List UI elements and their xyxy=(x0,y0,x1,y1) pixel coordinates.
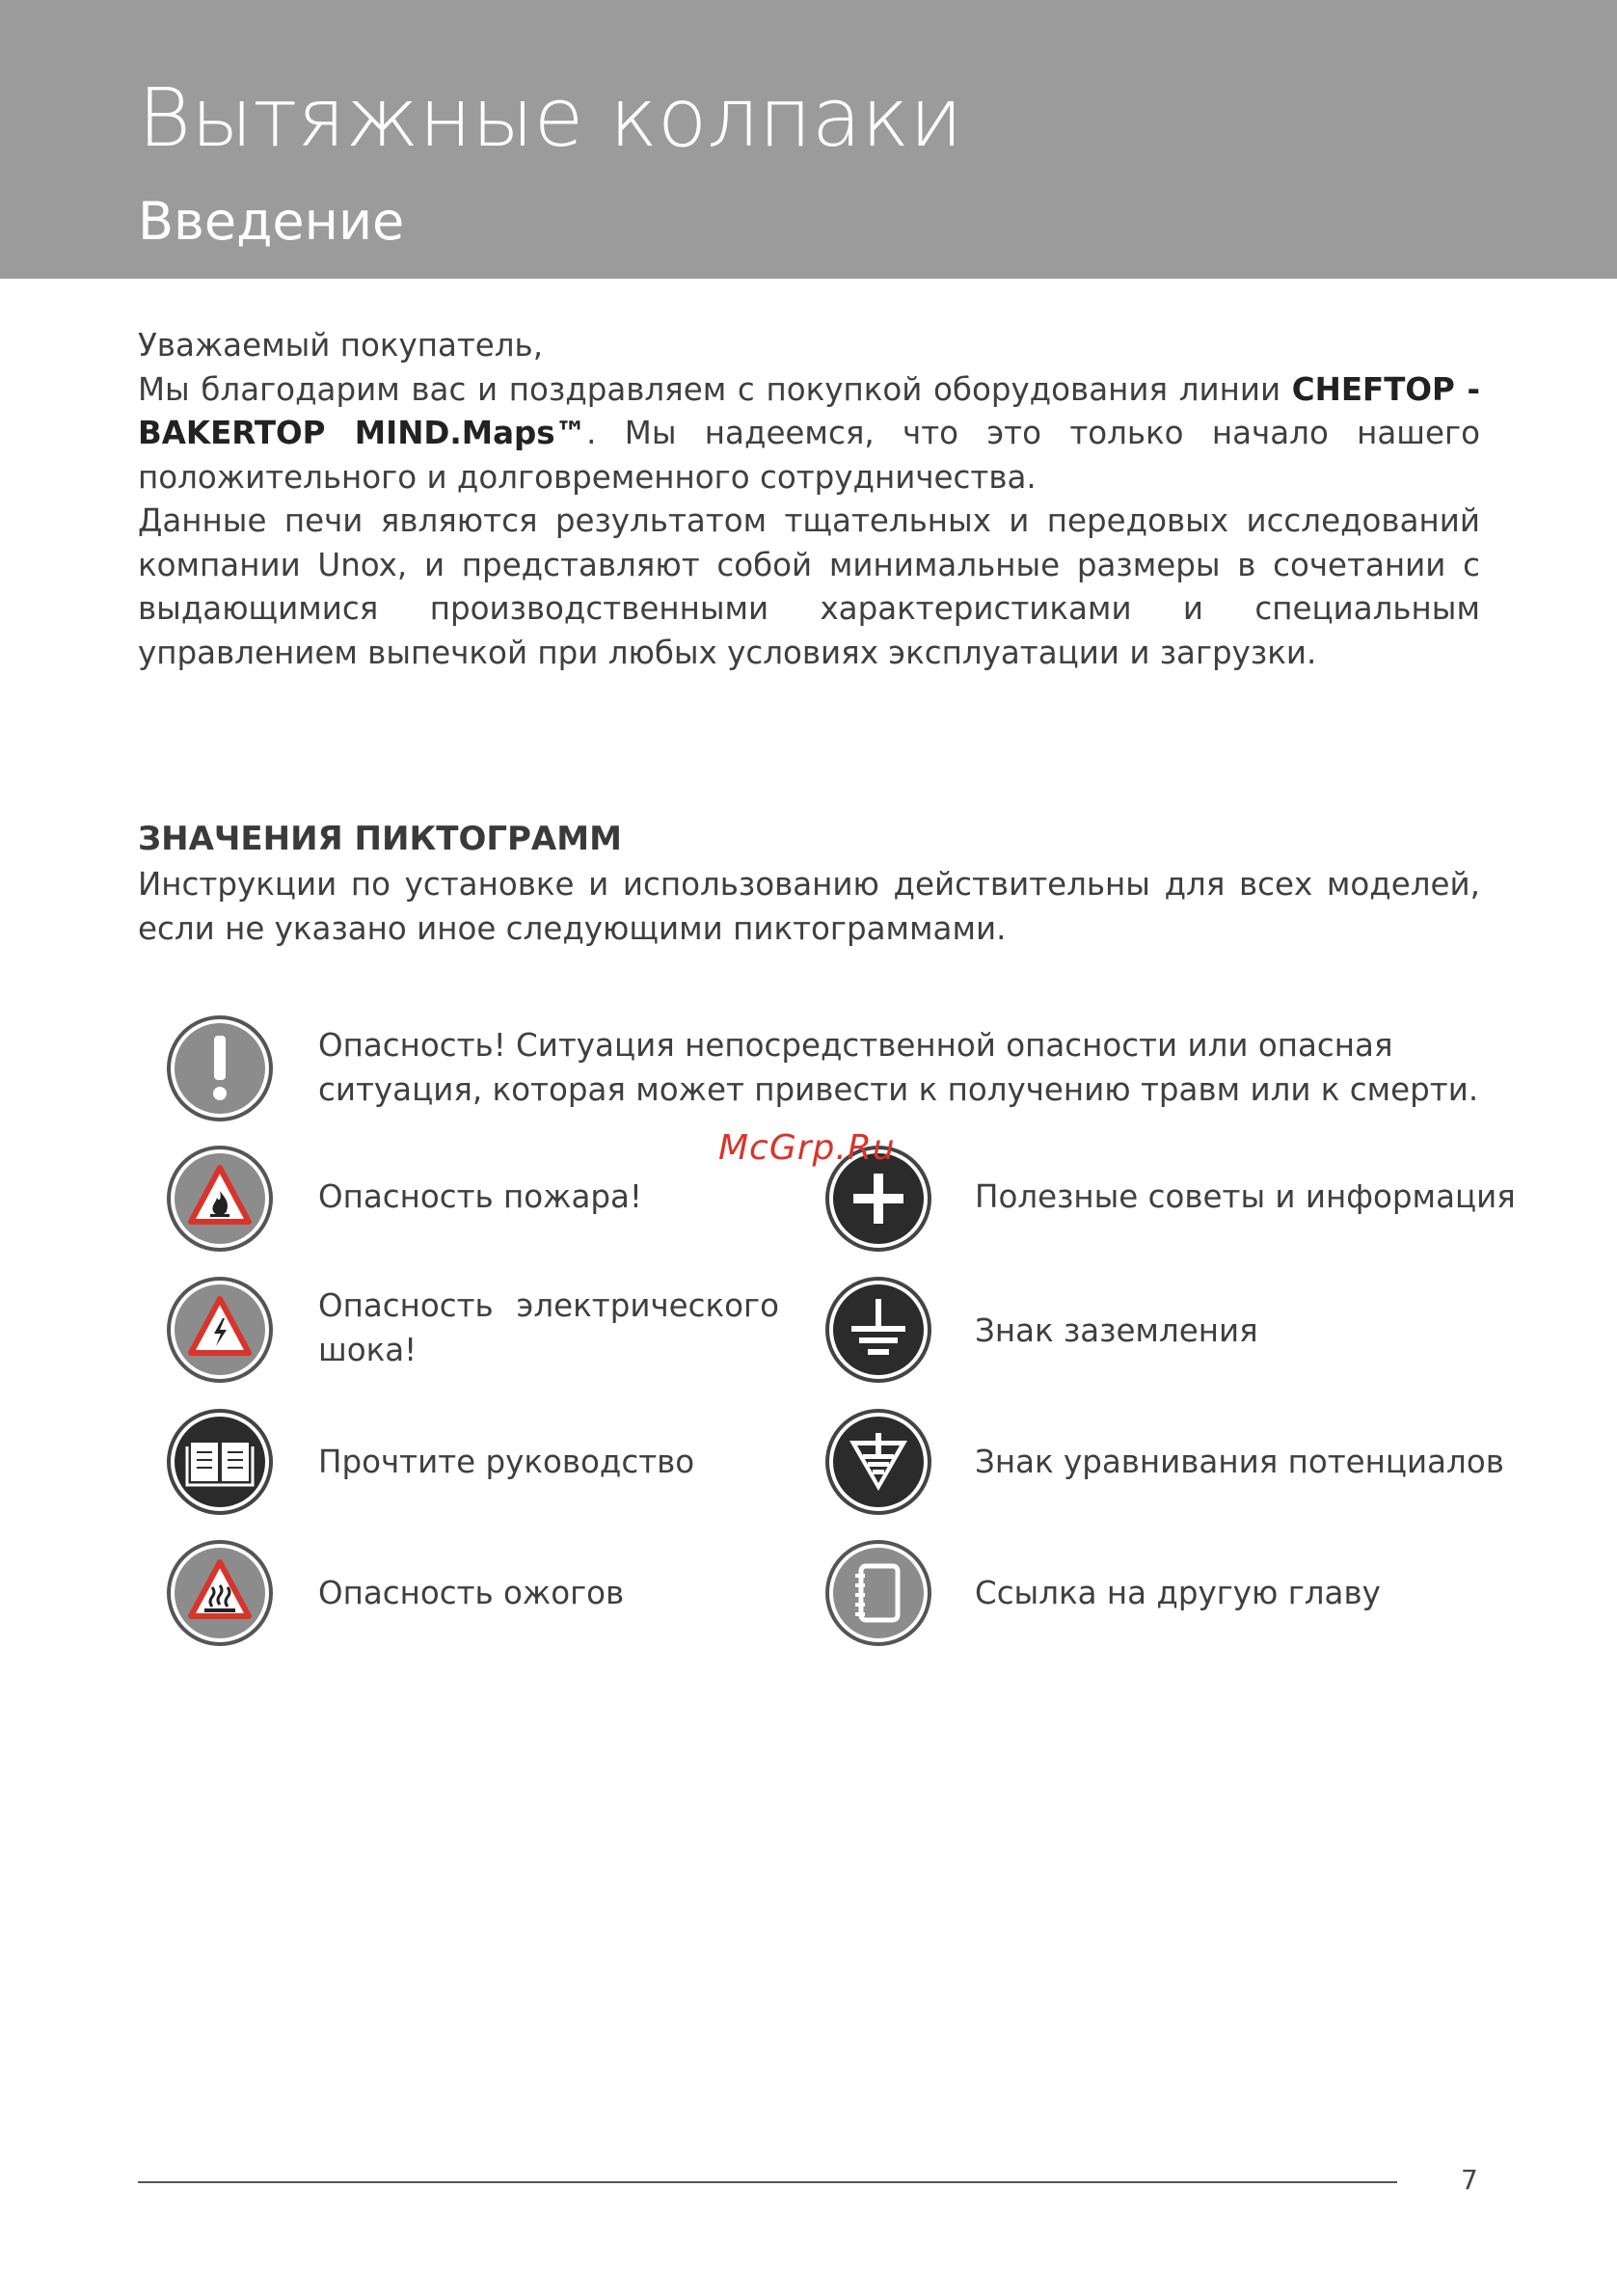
book-icon xyxy=(166,1408,274,1516)
ground-label: Знак заземления xyxy=(975,1312,1258,1349)
intro-paragraph-2: Данные печи являются результатом тщательных и передовых исследований компании Unox, и представляют собой минимальные размеры в сочетании с выдающимися производственными характеристиками и специальным управлением выпечкой при любых условиях эксплуатации и загрузки. xyxy=(138,502,1480,671)
ground-icon xyxy=(824,1276,932,1384)
hot-surface-icon xyxy=(166,1539,274,1647)
notebook-icon xyxy=(824,1539,932,1647)
brand-name: CHEFTOP - BAKERTOP MIND.Maps™ xyxy=(138,370,1480,451)
fire-hazard-icon xyxy=(166,1145,274,1253)
burn-label: Опасность ожогов xyxy=(318,1575,625,1611)
watermark: McGrp.Ru xyxy=(718,1128,896,1168)
tips-label: Полезные советы и информация xyxy=(975,1178,1516,1215)
electric-shock-icon xyxy=(166,1276,274,1384)
equipotential-icon xyxy=(824,1408,932,1516)
footer-divider xyxy=(138,2181,1397,2183)
page-subtitle: Введение xyxy=(138,191,405,252)
page-number: 7 xyxy=(1461,2164,1478,2196)
intro-paragraph-1 xyxy=(138,368,1480,500)
danger-label: Опасность! Ситуация непосредственной опасности или опасная ситуация, которая может привести к получению травм или к смерти. xyxy=(318,1027,1479,1108)
section-description: Инструкции по установке и использованию действительны для всех моделей, если не указано иное следующими пиктограммами. xyxy=(138,866,1480,947)
intro-p1-end: . Мы надеемся, что это только начало нашего положительного и долговременного сотрудничества. xyxy=(138,415,1480,496)
intro-text xyxy=(138,324,1480,675)
page-title: Вытяжные колпаки xyxy=(138,70,963,165)
greeting: Уважаемый покупатель, xyxy=(138,327,544,364)
page-header xyxy=(0,0,1617,279)
reference-label: Ссылка на другую главу xyxy=(975,1575,1381,1611)
intro-p1-start: Мы благодарим вас и поздравляем с покупкой оборудования линии xyxy=(138,370,1292,408)
section-title: ЗНАЧЕНИЯ ПИКТОГРАММ xyxy=(138,820,622,858)
manual-label: Прочтите руководство xyxy=(318,1444,695,1480)
fire-label: Опасность пожара! xyxy=(318,1178,642,1215)
equipotential-label: Знак уравнивания потенциалов xyxy=(975,1444,1504,1480)
exclamation-icon xyxy=(166,1014,274,1122)
shock-label: Опасность электрического шока! xyxy=(318,1287,779,1368)
